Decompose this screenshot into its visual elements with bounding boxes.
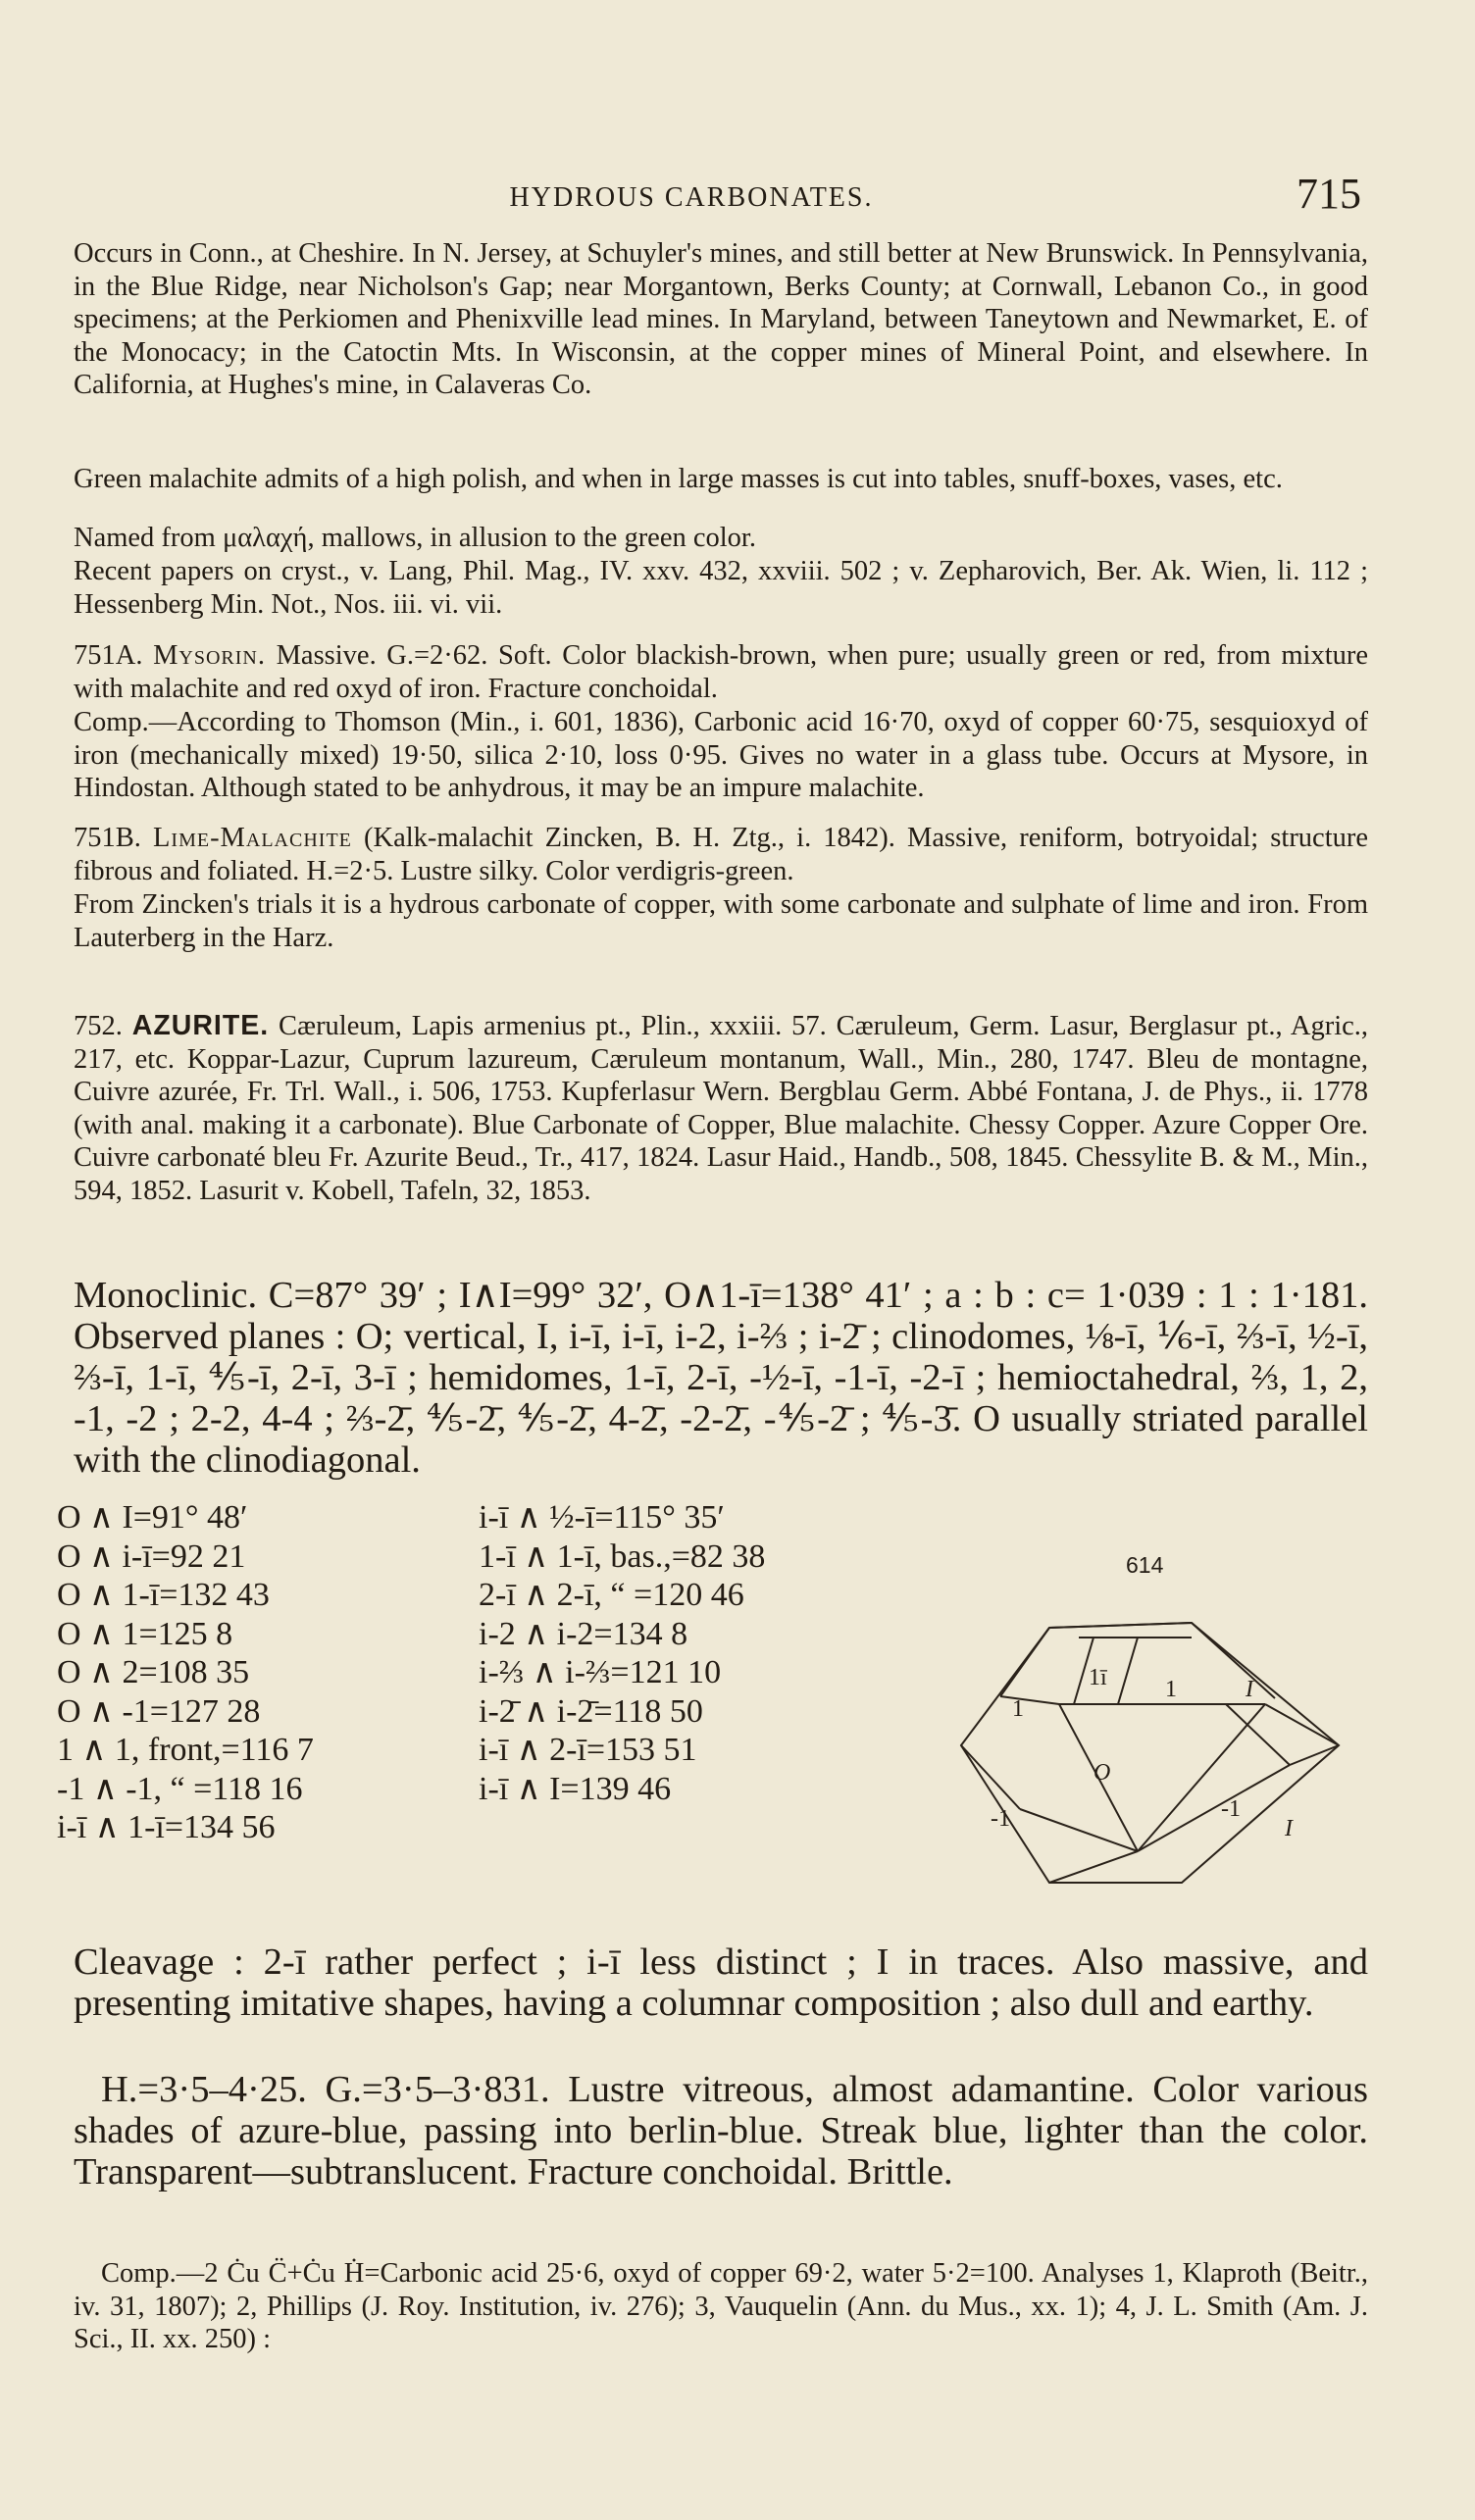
angle-row: O ∧ 1-ī=132 43	[57, 1577, 270, 1613]
angle-row: i-2 ∧ i-2=134 8	[479, 1615, 688, 1652]
mineral-name: Mysorin.	[153, 640, 266, 671]
angle-row: 2-ī ∧ 2-ī, “ =120 46	[479, 1577, 744, 1613]
page-number: 715	[1297, 170, 1361, 218]
crystal-edge	[1049, 1623, 1192, 1628]
angle-row: 1 ∧ 1, front,=116 7	[57, 1732, 314, 1768]
angle-row: -1 ∧ -1, “ =118 16	[57, 1770, 303, 1807]
entry-number: 751A.	[74, 640, 143, 671]
lime-malachite-note: From Zincken's trials it is a hydrous carbonate of copper, with some carbonate and sulphate of lime and iron. From Lauterberg in the Harz.	[74, 889, 1368, 953]
entry-number: 752.	[74, 1011, 123, 1041]
crystal-figure	[941, 1588, 1353, 1912]
angle-row: O ∧ I=91° 48′	[57, 1499, 248, 1536]
angle-row: i-⅔ ∧ i-⅔=121 10	[479, 1654, 722, 1690]
crystal-edge	[1118, 1638, 1138, 1704]
azurite-synonyms: Cæruleum, Lapis armenius pt., Plin., xxxiii. 57. Cæruleum, Germ. Lasur, Berglasur pt., Agric., 217, etc. Koppar-Lazur, Cuprum lazureum, Cæruleum montanum, Wall., Min., 280, 1747. Bleu de montagne, Cuivre azurée, Fr. Trl. Wall., i. 506, 1753. Kupferlasur Wern. Bergblau Germ. Abbé Fontana, J. de Phys., ii. 1778 (with anal. making it a carbonate). Blue Carbonate of Copper, Blue malachite. Chessy Copper. Azure Copper Ore. Cuivre carbonaté bleu Fr. Azurite Beud., Tr., 417, 1824. Lasur Haid., Handb., 508, 1845. Chessylite B. & M., Min., 594, 1852. Lasurit v. Kobell, Tafeln, 32, 1853.	[74, 1011, 1369, 1206]
angle-row: i-ī ∧ I=139 46	[479, 1770, 672, 1807]
angle-row: O ∧ i-ī=92 21	[57, 1537, 246, 1575]
mysorin-description: Massive. G.=2·62. Soft. Color blackish-brown, when pure; usually green or red, from mixture with malachite and red oxyd of iron. Fracture conchoidal.	[74, 640, 1369, 704]
crystal-description: Monoclinic. C=87° 39′ ; I∧I=99° 32′, O∧1-ī=138° 41′ ; a : b : c= 1·039 : 1 : 1·181. Observed planes : O; vertical, I, i-ī, i-ī, i-2, i-⅔ ; i-2̄ ; clinodomes, ⅛-ī, ⅙-ī, ⅔-ī, ½-ī, ⅔-ī, 1-ī, ⅘-ī, 2-ī, 3-ī ; hemidomes, 1-ī, 2-ī, -½-ī, -1-ī, -2-ī ; hemioctahedral, ⅔, 1, 2, -1, -2 ; 2-2, 4-4 ; ⅔-2̄, ⅘-2̄, ⅘-2̄, 4-2̄, -2-2̄, -⅘-2̄ ; ⅘-3̄. O usually striated parallel with the clinodiagonal.	[74, 1275, 1368, 1481]
mineral-name: Lime-Malachite	[153, 823, 352, 853]
face-label: I	[1285, 1816, 1293, 1841]
lime-malachite-entry	[74, 822, 1368, 887]
azurite-composition: Comp.—2 Ċu C̈+Ċu Ḣ=Carbonic acid 25·6, oxyd of copper 69·2, water 5·2=100. Analyses 1, Klaproth (Beitr., iv. 31, 1807); 2, Phillips (J. Roy. Institution, iv. 276); 3, Vauquelin (Ann. du Mus., xx. 1); 4, J. L. Smith (Am. J. Sci., II. xx. 250) :	[74, 2258, 1368, 2355]
crystal-outline	[961, 1623, 1339, 1883]
running-header: HYDROUS CARBONATES.	[509, 182, 874, 213]
angle-row: 1-ī ∧ 1-ī, bas.,=82 38	[479, 1537, 766, 1575]
physical-properties-paragraph: H.=3·5–4·25. G.=3·5–3·831. Lustre vitreous, almost adamantine. Color various shades of azure-blue, passing into berlin-blue. Streak blue, lighter than the color. Transparent—subtranslucent. Fracture conchoidal. Brittle.	[74, 2069, 1368, 2192]
angle-row: i-ī ∧ 2-ī=153 51	[479, 1732, 697, 1768]
angle-row: i-ī ∧ ½-ī=115° 35′	[479, 1499, 725, 1536]
crystal-edge	[1020, 1809, 1138, 1851]
angle-row: O ∧ 2=108 35	[57, 1654, 250, 1690]
angle-row: i-2̄ ∧ i-2̄=118 50	[479, 1692, 703, 1730]
occurrence-paragraph: Occurs in Conn., at Cheshire. In N. Jersey, at Schuyler's mines, and still better at New Brunswick. In Pennsylvania, in the Blue Ridge, near Nicholson's Gap; near Morgantown, Berks County; at Cornwall, Lebanon Co., in good specimens; at the Perkiomen and Phenixville lead mines. In Maryland, between Taneytown and Newmarket, E. of the Monocacy; in the Catoctin Mts. In Wisconsin, at the copper mines of Mineral Point, and elsewhere. In California, at Hughes's mine, in Calaveras Co.	[74, 238, 1368, 401]
face-label: 1	[1165, 1677, 1177, 1702]
crystal-edge	[1049, 1851, 1138, 1883]
azurite-entry	[74, 1010, 1368, 1208]
angles-left-column	[57, 1498, 314, 1847]
face-label: O	[1094, 1760, 1111, 1786]
face-label: -1	[1221, 1796, 1241, 1822]
mysorin-composition: Comp.—According to Thomson (Min., i. 601, 1836), Carbonic acid 16·70, oxyd of copper 60·75, sesquioxyd of iron (mechanically mixed) 19·50, silica 2·10, loss 0·95. Gives no water in a glass tube. Occurs at Mysore, in Hindostan. Although stated to be anhydrous, it may be an impure malachite.	[74, 707, 1368, 804]
lime-malachite-description: (Kalk-malachit Zincken, B. H. Ztg., i. 1842). Massive, reniform, botryoidal; structure fibrous and foliated. H.=2·5. Lustre silky. Color verdigris-green.	[74, 823, 1369, 886]
figure-number: 614	[1126, 1552, 1164, 1578]
face-label: 1ī	[1089, 1665, 1107, 1690]
angle-row: O ∧ 1=125 8	[57, 1615, 233, 1652]
angles-right-column	[479, 1498, 765, 1808]
crystal-edge	[1192, 1623, 1275, 1698]
mysorin-entry	[74, 639, 1368, 705]
etymology-paragraph: Named from μαλαχή, mallows, in allusion to the green color.	[74, 523, 756, 553]
angle-row: O ∧ -1=127 28	[57, 1692, 261, 1730]
crystal-edge	[1000, 1628, 1049, 1696]
polish-paragraph: Green malachite admits of a high polish, and when in large masses is cut into tables, snuff-boxes, vases, etc.	[74, 464, 1283, 494]
face-label: 1	[1012, 1696, 1024, 1722]
crystal-edge	[1000, 1696, 1059, 1704]
angle-row: i-ī ∧ 1-ī=134 56	[57, 1809, 276, 1845]
mineral-name: AZURITE.	[131, 1010, 270, 1041]
crystal-edge	[1290, 1745, 1339, 1765]
cleavage-paragraph: Cleavage : 2-ī rather perfect ; i-ī less distinct ; I in traces. Also massive, and presenting imitative shapes, having a columnar composition ; also dull and earthy.	[74, 1941, 1368, 2024]
crystal-edge	[1265, 1704, 1339, 1745]
crystal-edge	[1138, 1704, 1265, 1851]
face-label: -1	[991, 1806, 1010, 1832]
crystal-edge	[961, 1745, 1020, 1809]
face-label: I	[1246, 1677, 1253, 1702]
references-paragraph: Recent papers on cryst., v. Lang, Phil. Mag., IV. xxv. 432, xxviii. 502 ; v. Zepharovich, Ber. Ak. Wien, li. 112 ; Hessenberg Min. Not., Nos. iii. vi. vii.	[74, 556, 1368, 620]
entry-number: 751B.	[74, 823, 141, 853]
